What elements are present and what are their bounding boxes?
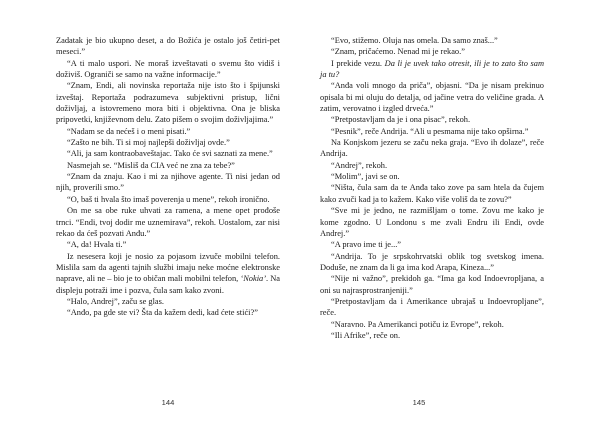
paragraph: Nasmejah se. “Misliš da CIA već ne zna za tebe?” [67,160,235,170]
paragraph: I prekide vezu. Da li je uvek tako otresit, ili je to zato što sam ja tu? [320,58,544,80]
paragraph: “Andrija. To je srpskohrvatski oblik tog svetskog imena. Doduše, ne znam da li ga ima kod Arapa, Kineza...” [320,251,544,272]
left-page-text [56,35,280,319]
paragraph: “Ili Afrike”, reče on. [331,330,401,340]
right-page-number: 145 [412,398,426,407]
paragraph: “Pretpostavljam da je i ona pisac”, rekoh. [331,115,471,125]
paragraph: “Znam da znaju. Kao i mi za njihove agente. Ti nisi jedan od njih, proverili smo.” [56,172,280,193]
paragraph: “Naravno. Pa Amerikanci potiču iz Evrope”, rekoh. [331,319,504,329]
paragraph: “Molim”, javi se on. [331,172,400,182]
paragraph: “Sve mi je jedno, ne razmišljam o tome. Zovu me kako je kome zgodno. U Londonu s me zvali Endru ili Endi, ovde Andrej.” [320,206,544,238]
paragraph: Zadatak je bio ukupno deset, a do Božića je ostalo još četiri-pet meseci.” [56,36,280,57]
right-page-text [320,35,544,341]
paragraph: On me sa obe ruke uhvati za ramena, a mene opet prođoše trnci. “Endi, tvoj dodir me uznemirava”, rekoh. Uostalom, zar nisi rekao da ćeš pozvati Anđu.” [56,206,280,238]
paragraph: “Nadam se da nećeš i o meni pisati.” [67,126,191,136]
paragraph: “Anđa voli mnogo da priča”, objasni. “Da je nisam prekinuo opisala bi mi oluju do detalja, od jačine vetra do veličine grada. A zatim, verovatno i izgled drveća.” [320,81,544,114]
paragraph: “Znam, Endi, ali novinska reportaža nije isto što i špijunski izveštaj. Reportaža podrazumeva subjektivni pristup, lični doživljaj, a istovremeno mora biti i objektivna. Ona je bliska pripovetki, književnom delu. Zato pišem o svojim doživljajima.” [56,81,280,125]
paragraph: “Pretpostavljam da i Amerikance ubrajaš u Indoevropljane”, reče. [320,296,544,318]
paragraph: Na Konjskom jezeru se začu neka graja. “Evo ih dolaze”, reče Andrija. [320,138,544,159]
paragraph: “A ti malo uspori. Ne moraš izveštavati o svemu što vidiš i doživiš. Ograniči se samo na važne informacije.” [56,58,280,80]
paragraph: “Ali, ja sam kontraobaveštajac. Tako će svi saznati za mene.” [67,149,273,159]
paragraph: Iz nesesera koji je nosio za pojasom izvuče mobilni telefon. Mislila sam da agenti tajnih službi imaju neke moćne elektronske naprave, ali ne – bio je to običan mali mobilni telefon, ‘Nokia’. Na displeju potraži ime i pozva, čula sam kako zvoni. [56,251,281,295]
right-page [300,0,600,424]
paragraph: “Anđo, pa gde ste vi? Šta da kažem dedi, kad ćete stići?” [67,308,258,318]
paragraph: “Halo, Andrej”, začu se glas. [67,296,164,306]
paragraph: “A, da! Hvala ti.” [67,240,127,250]
paragraph: “Evo, stižemo. Oluja nas omela. Da samo znaš...” [331,36,498,45]
paragraph: “Andrej”, rekoh. [331,160,388,170]
left-page-number: 144 [161,398,175,407]
paragraph: “Nije ni važno”, prekidoh ga. “Ima ga kod Indoevropljana, a oni su najrasprostranjeniji.” [320,274,544,295]
paragraph: “Znam, pričaćemo. Nenad mi je rekao.” [331,47,465,57]
paragraph: “Zašto ne bih. Ti si moj najlepši doživljaj ovde.” [67,138,230,148]
paragraph: “Ništa, čula sam da te Anđa tako zove pa sam htela da čujem kako zvuči kad ja to kažem. Kako više voliš da te zovu?” [320,183,544,204]
paragraph: “Pesnik”, reče Andrija. “Ali u pesmama nije tako opširna.” [331,126,529,136]
paragraph: “O, baš ti hvala što imaš poverenja u mene”, rekoh ironično. [67,194,270,204]
paragraph: “A pravo ime ti je...” [331,240,402,250]
